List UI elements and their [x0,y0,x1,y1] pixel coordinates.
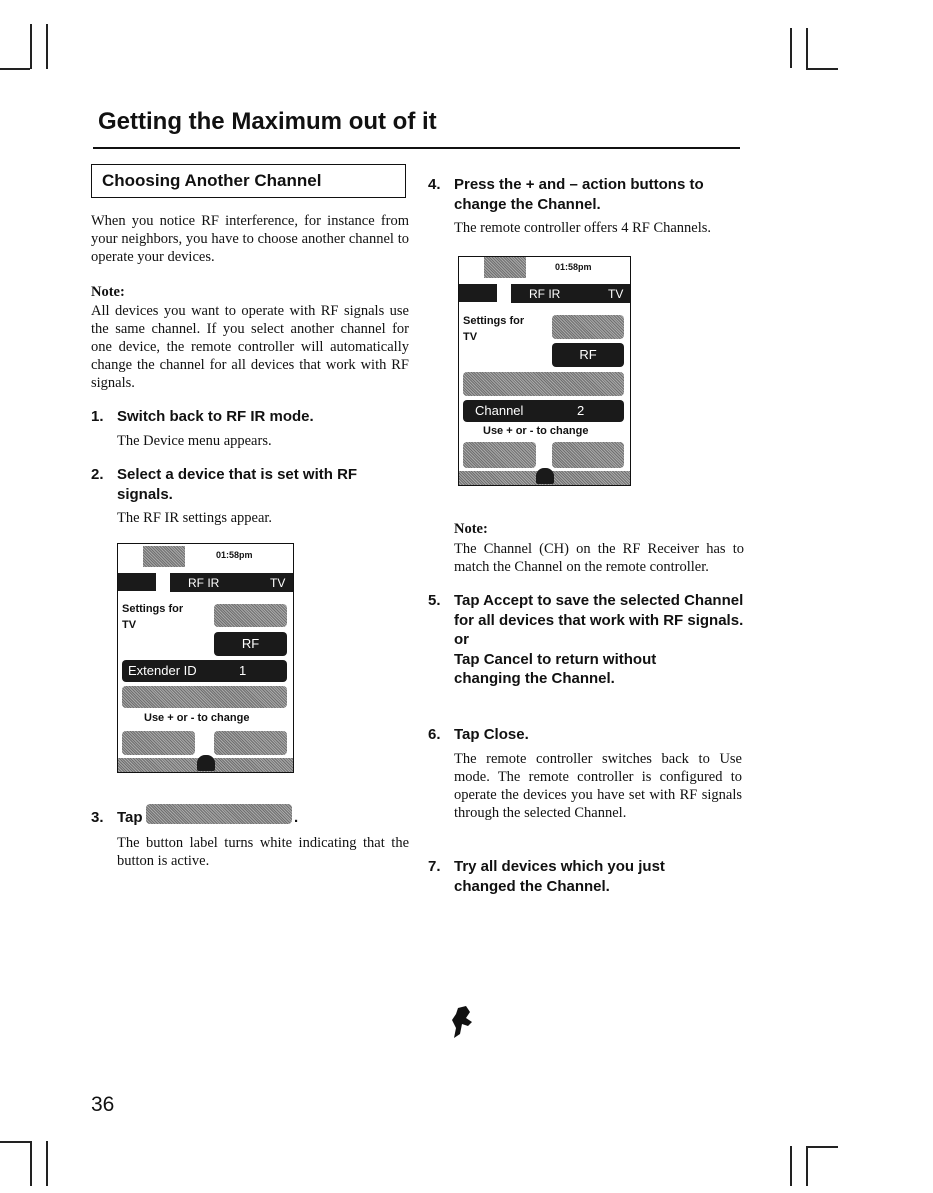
crop-mark [806,28,808,68]
step-body: The remote controller switches back to Use mode. The remote controller is configured to operate the devices you have set with RF signals through the selected Channel. [454,751,742,821]
note-text: All devices you want to operate with RF signals use the same channel. If you select another channel for one device, the remote controller will automatically change the channel for all devices that work with RF signals. [91,303,409,391]
top-left-button[interactable] [143,546,185,567]
note-label: Note: [91,284,125,300]
mode-tab-left[interactable] [459,284,497,302]
mode-label: RF IR [188,576,220,590]
crop-mark [806,1146,808,1186]
step-body: The button label turns white indicating that the button is active. [117,835,409,869]
step-title: Tap [117,809,143,826]
device-label: TV [270,576,286,590]
cancel-button[interactable] [122,731,195,755]
remote-screen-channel [458,256,631,486]
crop-mark [0,1141,30,1143]
note-text: The Channel (CH) on the RF Receiver has to match the Channel on the remote controller. [454,541,744,575]
clock: 01:58pm [216,550,253,560]
mode-bar[interactable] [511,284,630,303]
step-title: Select a device that is set with RF signals. [117,466,358,503]
note-label: Note: [454,521,488,537]
mode-label: RF IR [529,287,561,301]
intro-paragraph: When you notice RF interference, for instance from your neighbors, you have to choose another channel to operate your devices. [91,213,409,265]
remote-screen-extender [117,543,294,773]
step-title: Press the + and – action buttons to change the Channel. [454,176,704,213]
step-body: The RF IR settings appear. [117,510,273,526]
settings-label: Settings for TV [463,315,525,343]
crop-mark [790,28,792,68]
extender-id-field[interactable]: Extender ID 1 [122,660,287,682]
crop-mark [790,1146,792,1186]
step-number: 2. [91,466,104,483]
step-number: 7. [428,858,441,875]
crop-mark [806,68,838,70]
crop-mark [806,1146,838,1148]
mode-bar[interactable] [170,573,293,592]
step-title: Tap Close. [454,726,529,743]
page-title: Getting the Maximum out of it [98,108,437,135]
step-body: The remote controller offers 4 RF Channels. [454,220,712,236]
channel-button[interactable] [146,804,292,824]
channel-field[interactable] [122,686,287,708]
setting-button[interactable] [214,604,287,627]
step-number: 5. [428,592,441,609]
crop-mark [46,24,48,69]
step-number: 3. [91,809,104,826]
section-title: Choosing Another Channel [91,164,406,198]
step-number: 1. [91,408,104,425]
rf-button[interactable]: RF [552,343,624,367]
clock: 01:58pm [555,262,592,272]
device-label: TV [608,287,624,301]
crop-mark [30,1141,32,1186]
setting-button[interactable] [552,315,624,339]
accept-button[interactable] [214,731,287,755]
step-number: 4. [428,176,441,193]
step-title-end: . [294,809,299,826]
crop-mark [30,24,32,69]
crop-mark [0,68,30,70]
extender-id-field[interactable] [463,372,624,396]
step-title: Try all devices which you just changed the Channel. [454,858,665,895]
figure-icon [448,1004,478,1040]
mode-tab-left[interactable] [118,573,156,591]
top-left-button[interactable] [484,257,526,278]
home-icon[interactable] [536,468,554,484]
change-hint: Use + or - to change [144,712,250,724]
cancel-button[interactable] [463,442,536,468]
channel-field[interactable]: Channel 2 [463,400,624,422]
title-rule [93,147,740,149]
change-hint: Use + or - to change [483,425,589,437]
accept-button[interactable] [552,442,624,468]
crop-mark [46,1141,48,1186]
settings-label: Settings for TV [122,603,184,631]
step-title: Switch back to RF IR mode. [117,408,314,425]
home-icon[interactable] [197,755,215,771]
step-body: The Device menu appears. [117,433,272,449]
page-number: 36 [91,1093,115,1116]
step-title: Tap Accept to save the selected Channel for all devices that work with RF signals. or Tap Cancel to return without changing the Channel. [454,592,744,687]
step-number: 6. [428,726,441,743]
rf-button[interactable]: RF [214,632,287,656]
